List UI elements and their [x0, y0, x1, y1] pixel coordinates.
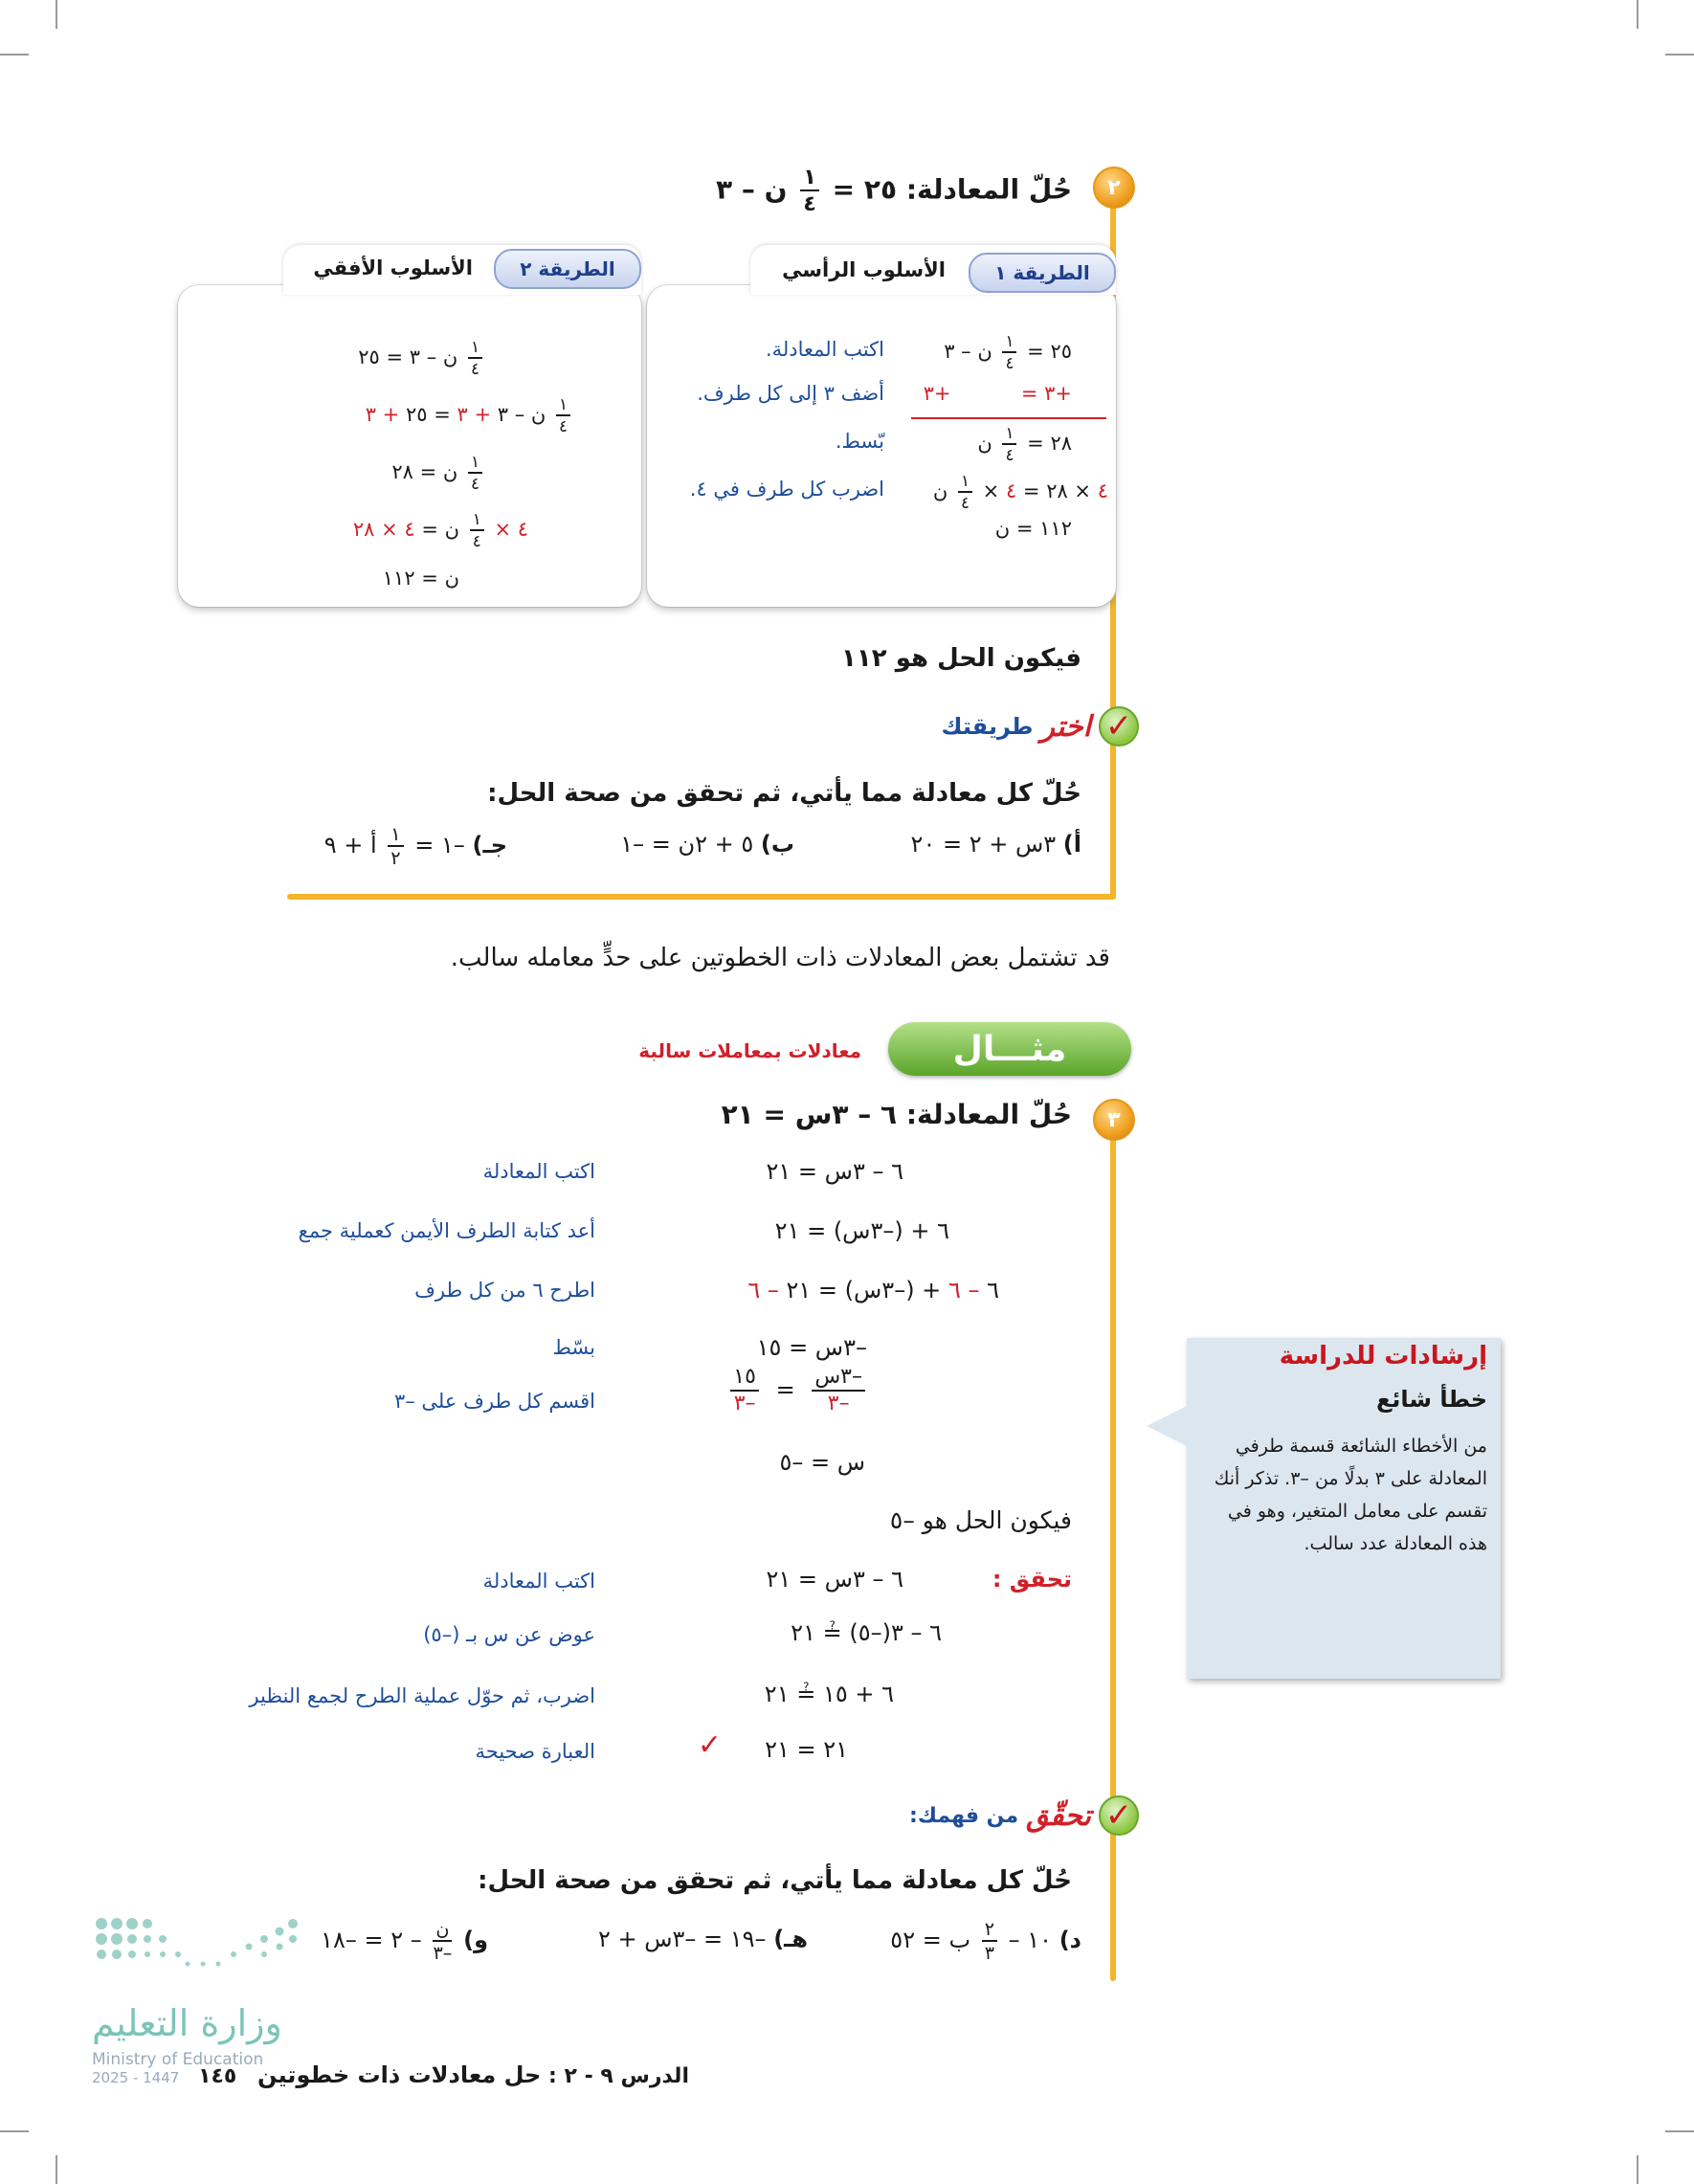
- example2-heading: [716, 167, 1072, 215]
- method1-title: الأسلوب الرأسي: [782, 258, 946, 281]
- example3-check3-eq: ٦ + ١٥ ≟ ٢١: [764, 1681, 894, 1707]
- example3-check-label: تحقق :: [992, 1566, 1072, 1593]
- method1-rule: [911, 417, 1106, 419]
- method1-step2: أضف ٣ إلى كل طرف.: [697, 382, 884, 405]
- choose-item-c: جـ) –١ = $\frac{١}{٢}$ أ + ٩: [323, 823, 507, 870]
- choose-heading: ✓ اختر طريقتك: [942, 706, 1139, 747]
- example3-banner: مثـــال: [888, 1022, 1131, 1076]
- method2-line1: $\frac{١}{٤}$ ن – ٣ = ٢٥: [358, 339, 486, 377]
- check-icon: ✓: [1099, 1795, 1139, 1836]
- example3-step2-note: أعد كتابة الطرف الأيمن كعملية جمع: [298, 1219, 595, 1242]
- crop-mark: [0, 2130, 29, 2132]
- method1-pill: الطريقة ١: [969, 253, 1116, 293]
- example3-step4-note: بسّط: [552, 1336, 595, 1359]
- example3-check2-note: عوض عن س بـ (–٥): [423, 1623, 595, 1646]
- example3-step5-eq: $\frac{\text{–٣س}}{-٣}$ = $\frac{١٥}{-٣}$: [726, 1367, 869, 1415]
- study-tip-title: إرشادات للدراسة: [1279, 1342, 1487, 1371]
- method1-step4: اضرب كل طرف في ٤.: [689, 478, 884, 501]
- example3-check1-eq: ٦ – ٣س = ٢١: [766, 1566, 903, 1593]
- understand-item-d: د) ١٠ – $\frac{٢}{٣}$ ب = ٥٢: [890, 1918, 1081, 1965]
- example3-step6-eq: س = –٥: [779, 1449, 865, 1476]
- method1-line4: ٤ × ٢٨ = ٤ × $\frac{١}{٤}$ ن: [932, 471, 1108, 512]
- example3-solution: فيكون الحل هو –٥: [889, 1506, 1072, 1534]
- study-tip-subtitle: خطأ شائع: [1375, 1386, 1487, 1413]
- ministry-logo-dots-icon: [92, 1914, 312, 1981]
- example3-step5-note: اقسم كل طرف على –٣: [393, 1390, 595, 1413]
- example2-bottom-line: [287, 894, 1116, 900]
- understand-heading: ✓ تحقّق من فهمك:: [909, 1795, 1139, 1836]
- method1-step3: بّسط.: [835, 430, 884, 453]
- example3-check4-eq: ٢١ = ٢١: [765, 1736, 848, 1763]
- method2-line4: ٤ × $\frac{١}{٤}$ ن = ٤ × ٢٨: [352, 509, 528, 550]
- understand-instruction: حُلّ كل معادلة مما يأتي، ثم تحقق من صحة الحل:: [478, 1866, 1072, 1895]
- crop-mark: [56, 0, 57, 29]
- method1-line2: +٣ = +٣: [923, 382, 1072, 405]
- check-icon: ✓: [1099, 706, 1139, 747]
- example2-equation-tail: ن – ٣: [715, 173, 788, 206]
- example2-equation-rhs: ٢٥ =: [832, 173, 898, 206]
- understand-item-f: و) $\frac{\text{ن}}{-٣}$ – ٢ = –١٨: [321, 1918, 488, 1965]
- method2-line3: $\frac{١}{٤}$ ن = ٢٨: [391, 454, 486, 492]
- understand-item-e: هـ) –١٩ = –٣س + ٢: [597, 1926, 808, 1952]
- method2-line2: $\frac{١}{٤}$ ن – ٣ + ٣ = ٢٥ + ٣: [366, 396, 574, 435]
- crop-mark: [1665, 54, 1694, 56]
- example3-step3-eq: ٦ – ٦ + (–٣س) = ٢١ – ٦: [747, 1277, 999, 1304]
- lesson-label: الدرس ٩ - ٢ : حل معادلات ذات خطوتين ١٤٥: [198, 2061, 689, 2088]
- example3-step1-eq: ٦ – ٣س = ٢١: [766, 1158, 903, 1185]
- crop-mark: [1637, 2155, 1638, 2184]
- example2-prompt: حُلّ المعادلة:: [905, 173, 1072, 206]
- method1-line5: ١١٢ = ن: [994, 517, 1072, 540]
- study-tip-pointer: [1147, 1405, 1189, 1447]
- example3-check2-eq: ٦ – ٣(–٥) ≟ ٢١: [791, 1619, 942, 1646]
- crop-mark: [1637, 0, 1638, 29]
- crop-mark: [1665, 2130, 1694, 2132]
- example3-check4-note: العبارة صحيحة: [475, 1740, 595, 1763]
- example3-check1-note: اكتب المعادلة: [482, 1570, 595, 1593]
- choose-item-b: ب) ٥ + ٢ن = –١: [620, 831, 794, 858]
- crop-mark: [0, 54, 29, 56]
- crop-mark: [56, 2155, 57, 2184]
- choose-item-a: أ) ٣س + ٢ = ٢٠: [910, 831, 1081, 858]
- example2-solution: فيكون الحل هو ١١٢: [841, 644, 1081, 673]
- checkmark-icon: ✓: [697, 1728, 722, 1762]
- example3-step1-note: اكتب المعادلة: [482, 1160, 595, 1183]
- example3-step4-eq: –٣س = ١٥: [756, 1334, 867, 1361]
- intro-text: قد تشتمل بعض المعادلات ذات الخطوتين على حدٍّ معامله سالب.: [450, 944, 1110, 972]
- example3-step3-note: اطرح ٦ من كل طرف: [414, 1279, 595, 1302]
- method1-line3: ٢٨ = $\frac{١}{٤}$ ن: [977, 423, 1072, 464]
- example3-heading: حُلّ المعادلة: ٦ – ٣س = ٢١: [721, 1099, 1072, 1130]
- ministry-year: 2025 - 1447: [92, 2069, 180, 2086]
- example3-step2-eq: ٦ + (–٣س) = ٢١: [774, 1217, 949, 1244]
- ministry-name-en: Ministry of Education: [92, 2050, 264, 2069]
- method2-line5: ن = ١١٢: [382, 567, 459, 590]
- example3-subtitle: معادلات بمعاملات سالبة: [638, 1039, 861, 1062]
- study-tip-body: من الأخطاء الشائعة قسمة طرفي المعادلة على ٣ بدلًا من –٣. تذكر أنك تقسم على معامل المتغير، وهو في هذه المعادلة عدد سالب.: [1214, 1436, 1487, 1554]
- example3-accent-line: [1110, 1110, 1116, 1981]
- method1-line1: ٢٥ = $\frac{١}{٤}$ ن – ٣: [944, 331, 1072, 372]
- method2-card: [178, 285, 641, 607]
- method2-pill: الطريقة ٢: [494, 249, 641, 289]
- method2-title: الأسلوب الأفقي: [313, 256, 473, 279]
- choose-instruction: حُلّ كل معادلة مما يأتي، ثم تحقق من صحة الحل:: [487, 779, 1081, 808]
- example3-check3-note: اضرب، ثم حوّل عملية الطرح لجمع النظير: [249, 1684, 595, 1707]
- example3-number-badge: ٣: [1093, 1099, 1135, 1141]
- example2-fraction: $\frac{١}{٤}$: [800, 167, 819, 215]
- example2-number-badge: ٢: [1093, 167, 1135, 209]
- ministry-name-ar: وزارة التعليم: [92, 2002, 282, 2044]
- method1-step1: اكتب المعادلة.: [765, 338, 884, 361]
